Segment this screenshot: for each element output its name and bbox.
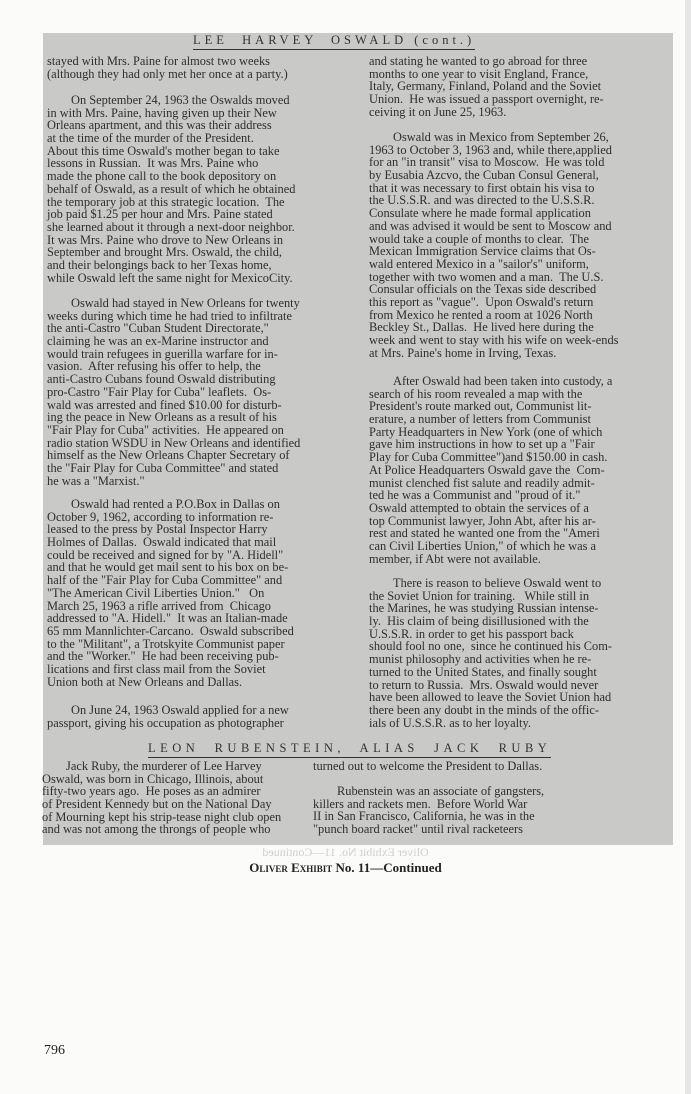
text-line: week and went to stay with his wife on week-ends	[369, 333, 619, 347]
text-line: Consular officials on the Texas side described	[369, 282, 597, 297]
text-line: munist clenched fist salute and readily admit-	[369, 475, 595, 490]
text-line: to return to Russia. Mrs. Oswald would never	[369, 677, 599, 692]
text-line: the anti-Castro "Cuban Student Directorate,"	[47, 321, 269, 336]
text-line: at the time of the murder of the President.	[47, 131, 254, 146]
text-line: and was advised it would be sent to Moscow and	[369, 218, 612, 233]
text-line: Oswald attempted to obtain the services of a	[369, 500, 589, 515]
text-line: ted he was a Communist and "proud of it."	[369, 488, 581, 503]
text-line: could be received and signed for by "A. Hidell"	[47, 547, 284, 562]
text-line: "The American Civil Liberties Union." On	[47, 585, 265, 600]
text-line: turned out to welcome the President to Dallas.	[313, 759, 543, 773]
text-line: Oswald was in Mexico from September 26,	[393, 130, 609, 144]
text-line: this report as "vague". Upon Oswald's return	[369, 294, 594, 309]
text-line: made the phone call to the book depository on	[47, 169, 277, 184]
page-number: 796	[44, 1043, 65, 1058]
text-line: Play for Cuba Committee")and $150.00 in cash.	[369, 450, 608, 465]
text-line: wald was arrested and fined $10.00 for disturb-	[47, 397, 282, 412]
text-line: Oswald had rented a P.O.Box in Dallas on	[71, 497, 280, 511]
text-line: (although they had only met her once at a party.)	[47, 66, 288, 81]
text-line: while Oswald left the same night for MexicoCity.	[47, 270, 293, 285]
text-line: At Police Headquarters Oswald gave the Com-	[369, 462, 605, 477]
text-line: would train refugees in guerilla warfare for in-	[47, 346, 278, 361]
text-line: October 9, 1962, according to information re-	[47, 509, 274, 524]
text-line: Orleans apartment, and this was their address	[47, 118, 272, 133]
text-line: On September 24, 1963 the Oswalds moved	[71, 93, 290, 107]
text-line: and that he would get mail sent to his box on be-	[47, 560, 289, 575]
paragraph	[369, 131, 618, 359]
text-line: There is reason to believe Oswald went to	[393, 576, 602, 590]
text-line: Union. He was issued a passport overnight, re-	[369, 92, 604, 107]
text-line: March 25, 1963 a rifle arrived from Chicago	[47, 598, 271, 613]
text-line: for an "in transit" visa to Moscow. He was told	[369, 155, 605, 170]
text-line: have been allowed to leave the Soviet Union had	[369, 690, 612, 705]
text-line: Jack Ruby, the murderer of Lee Harvey	[66, 759, 262, 773]
text-line: President's route marked out, Communist lit-	[369, 399, 592, 414]
text-line: ials of U.S.S.R. as to her loyalty.	[369, 715, 531, 730]
text-line: weeks during which time he had tried to infiltrate	[47, 308, 292, 323]
text-line: radio station WSDU in New Orleans and identified	[47, 435, 301, 450]
text-line: vasion. After refusing his offer to help, the	[47, 359, 261, 374]
text-line: the "Fair Play for Cuba Committee" and stated	[47, 460, 279, 475]
caption-suffix: No. 11—Continued	[332, 860, 442, 875]
text-line: anti-Castro Cubans found Oswald distributing	[47, 372, 276, 387]
text-line: On June 24, 1963 Oswald applied for a new	[71, 703, 289, 717]
text-line: job paid $1.25 per hour and Mrs. Paine stated	[47, 207, 273, 222]
text-line: Consulate where he made formal application	[369, 206, 591, 221]
text-line: top Communist lawyer, John Abt, after his ar-	[369, 513, 596, 528]
text-line: search of his room revealed a map with the	[369, 386, 583, 401]
text-line: rest and stated he wanted one from the "Ameri	[369, 526, 600, 541]
text-line: It was Mrs. Paine who drove to New Orleans in	[47, 232, 284, 247]
text-line: months to one year to visit England, France,	[369, 66, 589, 81]
text-line: the Marines, he was studying Russian intense-	[369, 601, 599, 616]
text-line: she learned about it through a next-door neighbor.	[47, 219, 295, 234]
text-line: 1963 to October 3, 1963 and, while there,applied	[369, 142, 612, 157]
text-line: Oswald, was born in Chicago, Illinois, about	[42, 771, 264, 786]
text-line: "Fair Play for Cuba" activities. He appeared on	[47, 422, 284, 437]
text-line: Holmes of Dallas. Oswald indicated that mail	[47, 535, 277, 550]
text-line: in with Mrs. Paine, having given up their New	[47, 105, 277, 120]
text-line: can Civil Liberties Union," of which he was a	[369, 538, 597, 553]
text-line: he was a "Marxist."	[47, 473, 145, 488]
text-line: would take a couple of months to clear. The	[369, 231, 589, 246]
paragraph	[313, 760, 542, 773]
section-header-ruby: LEON RUBENSTEIN, ALIAS JACK RUBY	[148, 741, 551, 758]
text-line: and the "Worker." He had been receiving pub-	[47, 649, 279, 664]
text-line: there been any doubt in the minds of the offic-	[369, 702, 599, 717]
text-line: ly. His claim of being disillusioned with the	[369, 614, 589, 629]
text-line: lications and first class mail from the Soviet	[47, 661, 266, 676]
text-line: ing the peace in New Orleans as a result of his	[47, 410, 277, 425]
text-line: the Soviet Union for training. While still in	[369, 588, 590, 603]
text-line: 65 mm Mannlichter-Carcano. Oswald subscribed	[47, 623, 294, 638]
text-line: should fool no one, since he continued his Com-	[369, 639, 612, 654]
paragraph	[369, 375, 612, 565]
text-line: U.S.S.R. in order to get his passport back	[369, 626, 574, 641]
paragraph	[47, 498, 294, 688]
bleed-through-text: Oliver Exhibit No. 11—Continued	[262, 845, 429, 859]
exhibit-caption	[0, 860, 691, 876]
text-line: Mexican Immigration Service claims that Os-	[369, 244, 596, 259]
text-line: Oswald had stayed in New Orleans for twenty	[71, 296, 300, 310]
text-line: of Mourning kept his strip-tease night club open	[42, 809, 282, 824]
paragraph	[47, 704, 289, 729]
text-line: stayed with Mrs. Paine for almost two weeks	[47, 54, 270, 68]
paragraph	[47, 297, 300, 487]
text-line: and stating he wanted to go abroad for three	[369, 54, 588, 68]
text-line: the temporary job at this strategic location. The	[47, 194, 285, 209]
text-line: lessons in Russian. It was Mrs. Paine who	[47, 156, 259, 171]
text-line: behalf of Oswald, as a result of which he obtained	[47, 181, 296, 196]
paragraph	[42, 760, 281, 836]
text-line: the U.S.S.R. and was directed to the U.S.S.R.	[369, 193, 595, 208]
text-line: About this time Oswald's mother began to take	[47, 143, 280, 158]
text-line: to the "Militant", a Trotskyite Communist paper	[47, 636, 285, 651]
text-line: claiming he was an ex-Marine instructor and	[47, 334, 269, 349]
text-line: addressed to "A. Hidell." It was an Italian-made	[47, 611, 288, 626]
paragraph	[47, 94, 295, 284]
text-line: half of the "Fair Play for Cuba Committee" and	[47, 573, 283, 588]
caption-prefix: Oliver Exhibit	[249, 860, 333, 875]
text-line: wald entered Mexico in a "sailor's" uniform,	[369, 256, 589, 271]
text-line: at Mrs. Paine's home in Irving, Texas.	[369, 345, 557, 360]
text-line: and their belongings back to her Texas home,	[47, 257, 272, 272]
text-line: "punch board racket" until rival racketeers	[313, 822, 523, 837]
text-line: pro-Castro "Fair Play for Cuba" leaflets. Os-	[47, 384, 272, 399]
text-line: Rubenstein was an associate of gangsters,	[337, 784, 545, 798]
text-line: together with two women and a man. The U.S.	[369, 269, 604, 284]
page-edge	[685, 0, 691, 1094]
paragraph	[369, 577, 612, 729]
text-line: from Mexico he rented a room at 1026 North	[369, 307, 593, 322]
text-line: and was not among the throngs of people who	[42, 822, 271, 837]
paragraph	[47, 55, 288, 80]
text-line: of President Kennedy but on the National Day	[42, 797, 272, 812]
text-line: killers and rackets men. Before World War	[313, 796, 528, 811]
text-line: ceiving it on June 25, 1963.	[369, 104, 507, 119]
text-line: Beckley St., Dallas. He lived here during the	[369, 320, 594, 335]
paragraph	[369, 55, 604, 118]
text-line: by Eusabia Azcvo, the Cuban Consul General,	[369, 168, 599, 183]
text-line: gave him instructions in how to set up a "Fair	[369, 437, 595, 452]
text-line: himself as the New Orleans Chapter Secretary of	[47, 448, 290, 463]
text-line: passport, giving his occupation as photographer	[47, 715, 284, 730]
text-line: Party Headquarters in New York (one of which	[369, 424, 603, 439]
text-line: fifty-two years ago. He poses as an admirer	[42, 784, 261, 799]
text-line: After Oswald had been taken into custody, a	[393, 374, 613, 388]
text-line: turned to the United States, and finally sought	[369, 664, 597, 679]
text-line: Italy, Germany, Finland, Poland and the Soviet	[369, 79, 602, 94]
text-line: II in San Francisco, California, he was in the	[313, 809, 535, 824]
text-line: erature, a number of letters from Communist	[369, 412, 591, 427]
text-line: Union both at New Orleans and Dallas.	[47, 674, 243, 689]
text-line: leased to the press by Postal Inspector Harry	[47, 522, 268, 537]
text-line: munist philosophy and activities when he re-	[369, 652, 592, 667]
paragraph	[313, 785, 544, 836]
text-line: September and brought Mrs. Oswald, the child,	[47, 245, 283, 260]
text-line: member, if Abt were not available.	[369, 551, 541, 566]
text-line: that it was necessary to first obtain his visa to	[369, 180, 595, 195]
section-header-oswald: LEE HARVEY OSWALD (cont.)	[193, 33, 475, 50]
